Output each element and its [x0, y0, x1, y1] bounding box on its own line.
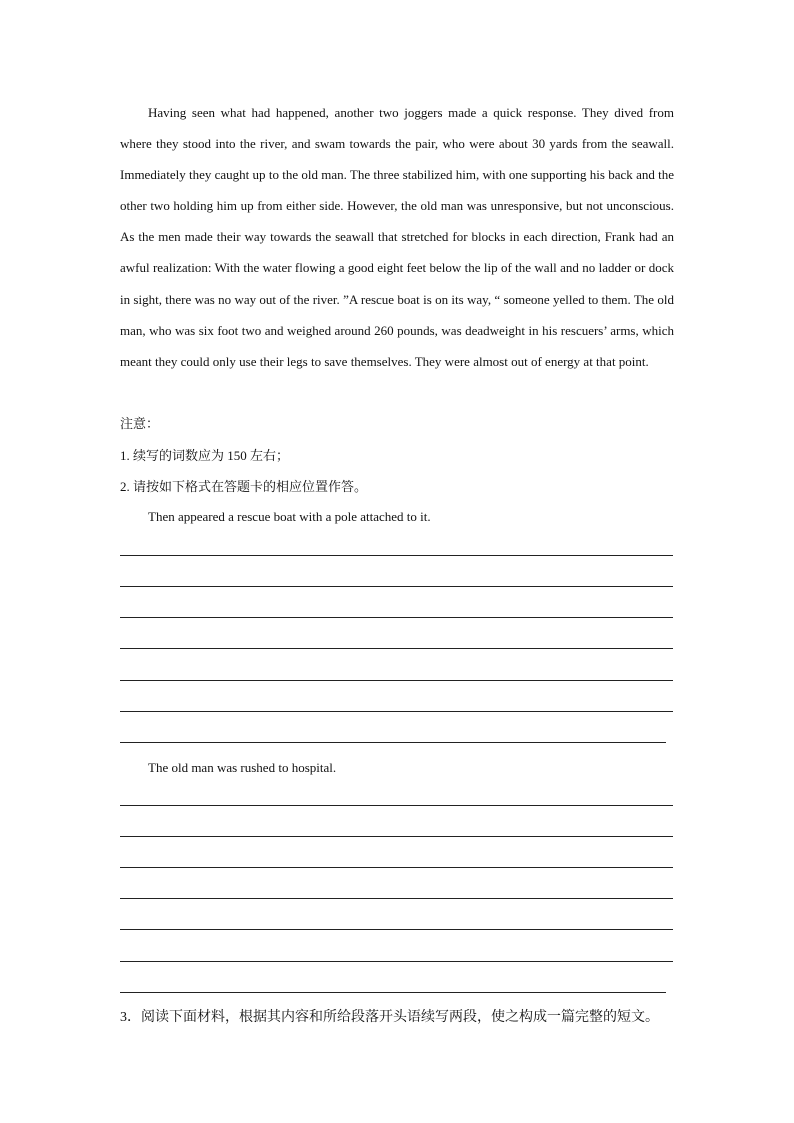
answer-line[interactable] — [120, 555, 673, 556]
answer-line[interactable] — [120, 898, 673, 899]
answer-line[interactable] — [120, 867, 673, 868]
note-item-word-count: 1. 续写的词数应为 150 左右； — [120, 448, 290, 463]
answer-line[interactable] — [120, 617, 673, 618]
paragraph2-opener: The old man was rushed to hospital. — [148, 760, 337, 775]
note-item-format: 2. 请按如下格式在答题卡的相应位置作答。 — [120, 479, 368, 494]
answer-line[interactable] — [120, 992, 666, 993]
answer-line[interactable] — [120, 586, 673, 587]
answer-line[interactable] — [120, 711, 673, 712]
answer-line[interactable] — [120, 648, 673, 649]
notes-heading: 注意： — [120, 416, 160, 431]
answer-line[interactable] — [120, 961, 673, 962]
story-passage: Having seen what had happened, another two joggers made a quick response. They dived from where they stood into the river, and swam towards the pair, who were about 30 yards from the seawall. Immediately they caught up to the old man. The three stabilized him, with one supporting his back and the other two holding him up from either side. However, the old man was unresponsive, but not unconscious. As the men made their way towards the seawall that stretched for blocks in each direction, Frank had an awful realization: With the water flowing a good eight feet below the lip of the wall and no ladder or dock in sight, there was no way out of the river. ”A rescue boat is on its way, “ someone yelled to them. The old man, who was six foot two and weighed around 260 pounds, was deadweight in his rescuers’ arms, which meant they could only use their legs to save themselves. They were almost out of energy at that point. — [120, 105, 674, 369]
answer-line[interactable] — [120, 742, 666, 743]
answer-line[interactable] — [120, 929, 673, 930]
answer-line[interactable] — [120, 836, 673, 837]
question-3-instruction: 3．阅读下面材料，根据其内容和所给段落开头语续写两段，使之构成一篇完整的短文。 — [120, 1010, 659, 1025]
answer-line[interactable] — [120, 805, 673, 806]
paragraph1-opener: Then appeared a rescue boat with a pole attached to it. — [148, 509, 431, 524]
answer-line[interactable] — [120, 680, 673, 681]
